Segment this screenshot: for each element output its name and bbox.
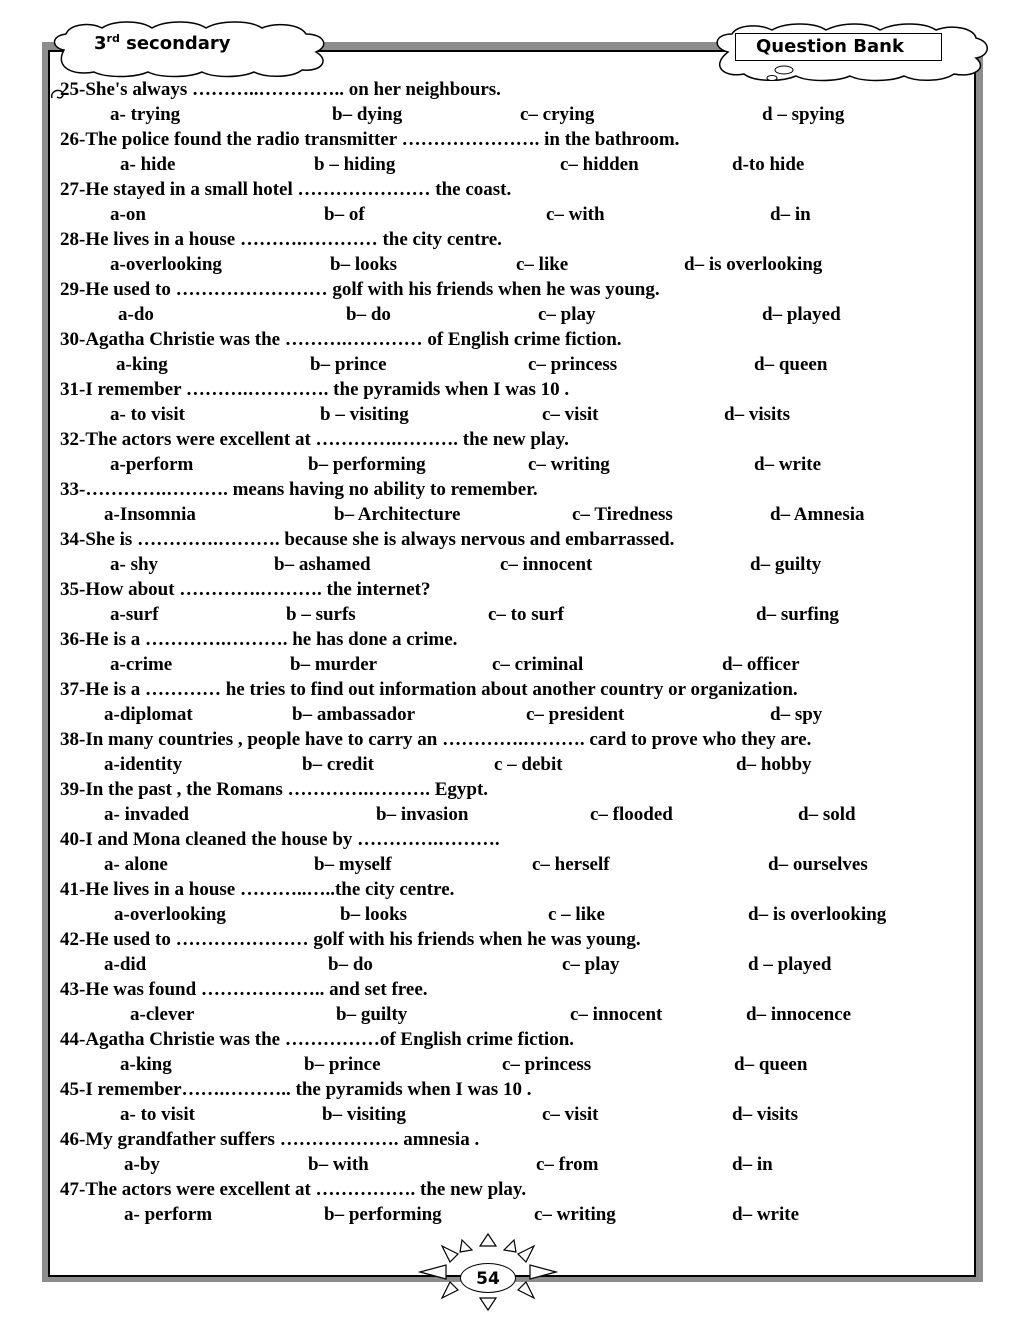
answer-option: c– criminal [492, 654, 584, 675]
answer-option: c– flooded [590, 804, 673, 825]
options-row [60, 402, 960, 427]
answer-option: b– ambassador [292, 704, 415, 725]
answer-option: c – debit [494, 754, 563, 775]
answer-option: a- invaded [104, 804, 189, 825]
answer-option: c– visit [542, 1104, 599, 1125]
question-stem: 39-In the past , the Romans ………….………. Egypt. [60, 779, 489, 800]
answer-option: d– surfing [756, 604, 839, 625]
question-stem: 35-How about ………….………. the internet? [60, 579, 431, 600]
answer-option: a- to visit [120, 1104, 195, 1125]
answer-option: b– performing [308, 454, 426, 475]
question-stem: 42-He used to ………………… golf with his friends when he was young. [60, 929, 641, 950]
answer-option: b– looks [340, 904, 408, 925]
question-stem: 37-He is a ………… he tries to find out information about another country or organization. [60, 679, 798, 700]
question-stem: 38-In many countries , people have to carry an ………….………. card to prove who they are. [60, 729, 812, 750]
question-stem: 45-I remember…….……….. the pyramids when I was 10 . [60, 1079, 532, 1100]
answer-option: b– prince [304, 1054, 381, 1075]
answer-option: c– herself [532, 854, 610, 875]
options-row [60, 852, 960, 877]
options-row [60, 202, 960, 227]
question-bank-label: Question Bank [756, 36, 904, 57]
options-row [60, 352, 960, 377]
answer-option: c– hidden [560, 154, 639, 175]
answer-option: b – hiding [314, 154, 396, 175]
answer-option: a- alone [104, 854, 168, 875]
answer-option: c– crying [520, 104, 595, 125]
answer-option: c– innocent [500, 554, 593, 575]
answer-option: b– do [346, 304, 391, 325]
answer-option: d– Amnesia [770, 504, 865, 525]
answer-option: a-surf [110, 604, 159, 625]
answer-option: b– prince [310, 354, 387, 375]
question-stem: 40-I and Mona cleaned the house by ………….………. [60, 829, 500, 850]
answer-option: d – spying [762, 104, 845, 125]
answer-option: d – played [748, 954, 832, 975]
answer-option: a-Insomnia [104, 504, 196, 525]
question-list [60, 77, 960, 1227]
question-stem: 34-She is ………….………. because she is always nervous and embarrassed. [60, 529, 675, 550]
answer-option: b– credit [302, 754, 374, 775]
answer-option: c– with [546, 204, 605, 225]
options-row [60, 802, 960, 827]
question-stem: 47-The actors were excellent at ……………. the new play. [60, 1179, 527, 1200]
answer-option: a- perform [124, 1204, 213, 1225]
question-stem: 31-I remember ……….…………. the pyramids when I was 10 . [60, 379, 570, 400]
question-stem: 26-The police found the radio transmitter …………………. in the bathroom. [60, 129, 680, 150]
answer-option: b – surfs [286, 604, 356, 625]
answer-option: d-to hide [732, 154, 805, 175]
answer-option: c– princess [528, 354, 618, 375]
grade-label: 3rd secondary [94, 32, 231, 54]
answer-option: a-identity [104, 754, 183, 775]
options-row [60, 152, 960, 177]
answer-option: a-do [118, 304, 154, 325]
answer-option: d– queen [754, 354, 828, 375]
answer-option: c– president [526, 704, 625, 725]
question-stem: 46-My grandfather suffers ………………. amnesia . [60, 1129, 480, 1150]
answer-option: c – like [548, 904, 605, 925]
question-stem: 28-He lives in a house ……….………… the city centre. [60, 229, 502, 250]
answer-option: a- hide [120, 154, 176, 175]
options-row [60, 552, 960, 577]
options-row [60, 1152, 960, 1177]
answer-option: a-overlooking [110, 254, 222, 275]
answer-option: a- shy [110, 554, 159, 575]
question-stem: 41-He lives in a house ………..…..the city centre. [60, 879, 455, 900]
answer-option: d– innocence [746, 1004, 852, 1025]
answer-option: b– myself [314, 854, 392, 875]
answer-option: a-clever [130, 1004, 195, 1025]
answer-option: b– murder [290, 654, 378, 675]
answer-option: b– looks [330, 254, 398, 275]
answer-option: d– visits [732, 1104, 798, 1125]
answer-option: a-crime [110, 654, 173, 675]
answer-option: a-king [120, 1054, 172, 1075]
options-row [60, 702, 960, 727]
question-stem: 44-Agatha Christie was the ……………of English crime fiction. [60, 1029, 575, 1050]
options-row [60, 602, 960, 627]
answer-option: c– writing [534, 1204, 616, 1225]
answer-option: b– do [328, 954, 373, 975]
answer-option: b– performing [324, 1204, 442, 1225]
options-row [60, 502, 960, 527]
answer-option: d– write [754, 454, 822, 475]
answer-option: a-diplomat [104, 704, 193, 725]
question-stem: 29-He used to …………………… golf with his friends when he was young. [60, 279, 660, 300]
answer-option: c– innocent [570, 1004, 663, 1025]
options-row [60, 1052, 960, 1077]
options-row [60, 1002, 960, 1027]
question-stem: 36-He is a ………….………. he has done a crime. [60, 629, 458, 650]
answer-option: d– hobby [736, 754, 812, 775]
answer-option: c– like [516, 254, 569, 275]
options-row [60, 902, 960, 927]
answer-option: c– to surf [488, 604, 564, 625]
question-stem: 33-………….………. means having no ability to remember. [60, 479, 538, 500]
answer-option: a-overlooking [114, 904, 226, 925]
answer-option: d– spy [770, 704, 823, 725]
options-row [60, 1202, 960, 1227]
answer-option: a-king [116, 354, 168, 375]
answer-option: b– Architecture [334, 504, 461, 525]
answer-option: b– guilty [336, 1004, 408, 1025]
answer-option: c– from [536, 1154, 599, 1175]
answer-option: b – visiting [320, 404, 409, 425]
answer-option: a-on [110, 204, 146, 225]
answer-option: b– invasion [376, 804, 469, 825]
answer-option: d– played [762, 304, 841, 325]
answer-option: c– princess [502, 1054, 592, 1075]
options-row [60, 752, 960, 777]
answer-option: d– visits [724, 404, 790, 425]
answer-option: b– ashamed [274, 554, 371, 575]
answer-option: d– sold [798, 804, 856, 825]
question-stem: 32-The actors were excellent at ………….………. the new play. [60, 429, 569, 450]
options-row [60, 1102, 960, 1127]
answer-option: a-perform [110, 454, 194, 475]
answer-option: d– is overlooking [684, 254, 823, 275]
answer-option: d– ourselves [768, 854, 868, 875]
question-stem: 25-She's always ………..………….. on her neighbours. [60, 79, 501, 100]
answer-option: c– play [538, 304, 596, 325]
question-stem: 27-He stayed in a small hotel ………………… the coast. [60, 179, 512, 200]
answer-option: c– play [562, 954, 620, 975]
answer-option: b– of [324, 204, 365, 225]
answer-option: d– officer [722, 654, 800, 675]
options-row [60, 952, 960, 977]
answer-option: d– guilty [750, 554, 822, 575]
answer-option: b– visiting [322, 1104, 406, 1125]
answer-option: a-did [104, 954, 147, 975]
answer-option: a-by [124, 1154, 160, 1175]
answer-option: d– in [770, 204, 811, 225]
options-row [60, 252, 960, 277]
answer-option: d– queen [734, 1054, 808, 1075]
answer-option: a- to visit [110, 404, 185, 425]
question-stem: 30-Agatha Christie was the ……….………… of English crime fiction. [60, 329, 622, 350]
answer-option: d– write [732, 1204, 800, 1225]
answer-option: c– Tiredness [572, 504, 673, 525]
answer-option: c– visit [542, 404, 599, 425]
answer-option: a- trying [110, 104, 181, 125]
answer-option: c– writing [528, 454, 610, 475]
answer-option: b– with [308, 1154, 369, 1175]
options-row [60, 652, 960, 677]
answer-option: d– in [732, 1154, 773, 1175]
answer-option: d– is overlooking [748, 904, 887, 925]
options-row [60, 302, 960, 327]
options-row [60, 452, 960, 477]
answer-option: b– dying [332, 104, 403, 125]
options-row [60, 102, 960, 127]
page-number: 54 [460, 1263, 516, 1293]
question-stem: 43-He was found ……………….. and set free. [60, 979, 428, 1000]
